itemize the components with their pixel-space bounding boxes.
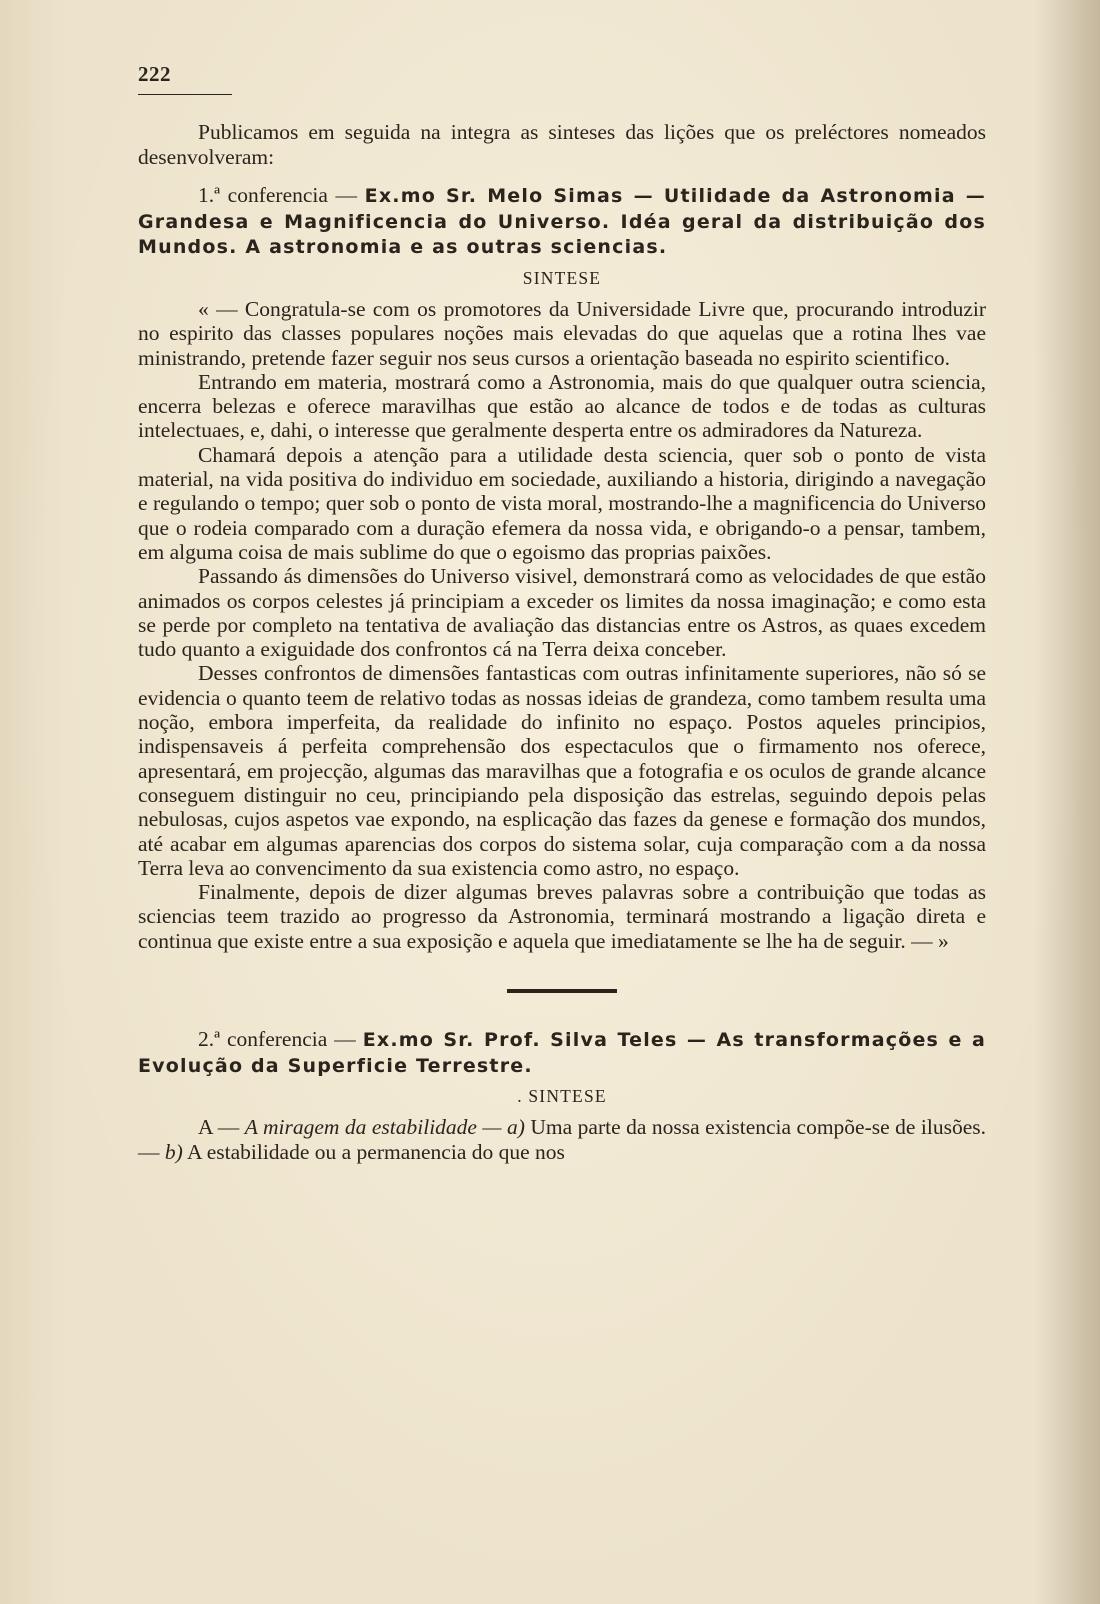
conference-2-italic-marker: b) [164,1139,183,1164]
conference-2-prefix: 2.ª conferencia — [198,1026,363,1051]
conference-1-paragraph: Passando ás dimensões do Universo visivel, demonstrará como as velocidades de que estão animados os corpos celestes já principiam a exceder os limites da nossa imaginação; e como esta se perde por completo na tentativa de avaliação das distancias entre os Astros, as quaes excedem tudo quanto a exiguidade dos confrontos cá na Terra deixa conceber. [138,564,986,662]
conference-2-text: Uma parte da nossa existencia compõe-se de ilusões. — [138,1115,986,1164]
section-divider [507,989,617,993]
conference-2-text-end: A estabilidade ou a permanencia do que nos [182,1139,565,1164]
conference-1-title: Ex.mo Sr. Melo Simas — Utilidade da Astronomia — Grandesa e Magnificencia do Universo. Idéa geral da distribuição dos Mundos. A astronomia e as outras sciencias. [138,185,986,259]
conference-1-paragraph: Desses confrontos de dimensões fantasticas com outras infinitamente superiores, não só se evidencia o quanto teem de relativo todas as nossas ideias de grandeza, como tambem resulta uma noção, embora imperfeita, da realidade do infinito no espaço. Postos aqueles principios, indispensaveis á perfeita comprehensão dos espectaculos que o firmamento nos oferece, apresentará, em projecção, algumas das maravilhas que a fotografia e os oculos de grande alcance conseguem distinguir no ceu, principiando pela disposição das estrelas, seguindo depois pelas nebulosas, cujos aspetos vae expondo, na esplicação das fazes da genese e formação dos mundos, até acabar em algumas aparencias dos corpos do sistema solar, cuja comparação com a da nossa Terra leva ao convencimento da sua existencia como astro, no espaço. [138,661,986,880]
conference-2-heading [138,1027,986,1078]
page-number-rule [138,94,232,95]
conference-1-paragraph: Chamará depois a atenção para a utilidade desta sciencia, quer sob o ponto de vista material, na vida positiva do individuo em sociedade, auxiliando a historia, dirigindo a navegação e regulando o tempo; quer sob o ponto de vista moral, mostrando-lhe a magnificencia do Universo que o rodeia comparado com a duração efemera da nossa vida, e obrigando-o a pensar, tambem, em alguma coisa de mais sublime do que o egoismo das proprias paixões. [138,442,986,564]
conference-1-paragraph: « — Congratula-se com os promotores da Universidade Livre que, procurando introduzir no espirito das classes populares noções mais elevadas do que aquelas que a rotina lhes vae ministrando, pretende fazer seguir nos seus cursos a orientação baseada no espirito scientifico. [138,296,986,370]
conference-1-paragraph: Finalmente, depois de dizer algumas breves palavras sobre a contribuição que todas as sciencias teem trazido ao progresso da Astronomia, terminará mostrando a ligação direta e continua que existe entre a sua exposição e aquela que imediatamente se lhe ha de seguir. — » [138,880,986,953]
conference-1-paragraph: Entrando em materia, mostrará como a Astronomia, mais do que qualquer outra sciencia, encerra belezas e oferece maravilhas que estão ao alcance de todos e de todas as culturas intelectuaes, e, dahi, o interesse que geralmente desperta entre os admiradores da Natureza. [138,369,986,443]
conference-2-italic-heading: A miragem da estabilidade — a) [244,1115,525,1140]
conference-2-sintese-label: . SINTESE [517,1086,607,1107]
page-content [138,120,986,1164]
conference-1-heading [138,183,986,260]
intro-paragraph: Publicamos em seguida na integra as sinteses das lições que os preléctores nomeados desenvolveram: [138,120,986,169]
conference-2-lead: A — [198,1115,245,1140]
conference-2-paragraph [138,1115,986,1164]
conference-1-sintese-label: SINTESE [522,267,602,288]
conference-1-synthesis [138,297,986,953]
conference-2-title: Ex.mo Sr. Prof. Silva Teles — As transformações e a Evolução da Superficie Terrestre. [138,1028,986,1077]
conference-1-prefix: 1.ª conferencia — [198,183,365,208]
page-number: 222 [138,62,171,86]
